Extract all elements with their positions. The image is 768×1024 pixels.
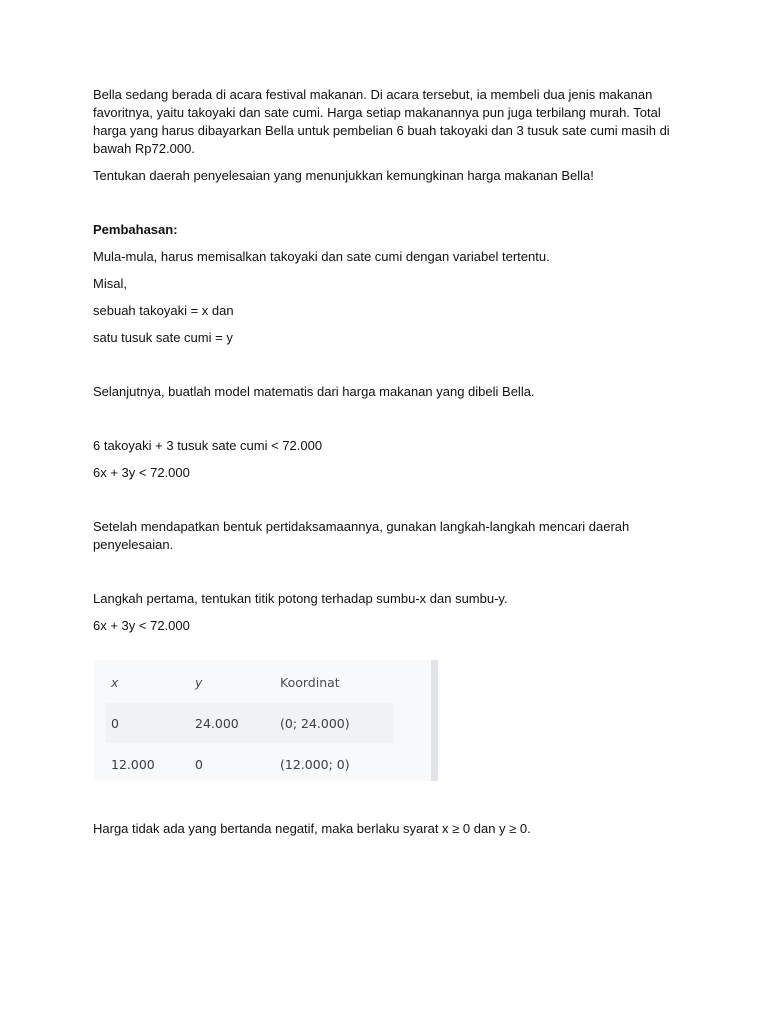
question-paragraph: Tentukan daerah penyelesaian yang menunjukkan kemungkinan harga makanan Bella! — [93, 168, 594, 183]
table-header-x: x — [111, 675, 119, 690]
table-header-koordinat: Koordinat — [280, 675, 340, 690]
discussion-heading: Pembahasan: — [93, 222, 178, 237]
step1-paragraph: Mula-mula, harus memisalkan takoyaki dan sate cumi dengan variabel tertentu. — [93, 249, 550, 264]
step4-paragraph: Langkah pertama, tentukan titik potong terhadap sumbu-x dan sumbu-y. — [93, 591, 508, 606]
model-words-line: 6 takoyaki + 3 tusuk sate cumi < 72.000 — [93, 438, 323, 453]
table-row2-koordinat: (12.000; 0) — [280, 757, 350, 772]
step3-paragraph: Setelah mendapatkan bentuk pertidaksamaannya, gunakan langkah-langkah mencari daerah penyelesaian. — [93, 519, 630, 552]
document-body — [93, 86, 673, 635]
model-equation-line: 6x + 3y < 72.000 — [93, 465, 190, 480]
table-row1-y: 24.000 — [195, 716, 239, 731]
table-row1-koordinat: (0; 24.000) — [280, 716, 350, 731]
table-scrollbar — [431, 660, 438, 781]
step2-paragraph: Selanjutnya, buatlah model matematis dari harga makanan yang dibeli Bella. — [93, 384, 535, 399]
table-row2-y: 0 — [195, 757, 203, 772]
table-row1-x: 0 — [111, 716, 119, 731]
intro-paragraph: Bella sedang berada di acara festival makanan. Di acara tersebut, ia membeli dua jenis makanan favoritnya, yaitu takoyaki dan sate cumi. Harga setiap makanannya pun juga terbilang murah. Total harga yang harus dibayarkan Bella untuk pembelian 6 buah takoyaki dan 3 tusuk sate cumi masih di bawah Rp72.000. — [93, 87, 670, 156]
table-row2-x: 12.000 — [111, 757, 155, 772]
intercept-table — [94, 660, 438, 781]
step4-equation-line: 6x + 3y < 72.000 — [93, 618, 190, 633]
misal-line: Misal, — [93, 276, 127, 291]
variable-y-line: satu tusuk sate cumi = y — [93, 330, 233, 345]
table-row-highlight — [106, 703, 393, 743]
conclusion-paragraph: Harga tidak ada yang bertanda negatif, maka berlaku syarat x ≥ 0 dan y ≥ 0. — [93, 821, 531, 836]
table-header-y: y — [195, 675, 203, 690]
variable-x-line: sebuah takoyaki = x dan — [93, 303, 234, 318]
